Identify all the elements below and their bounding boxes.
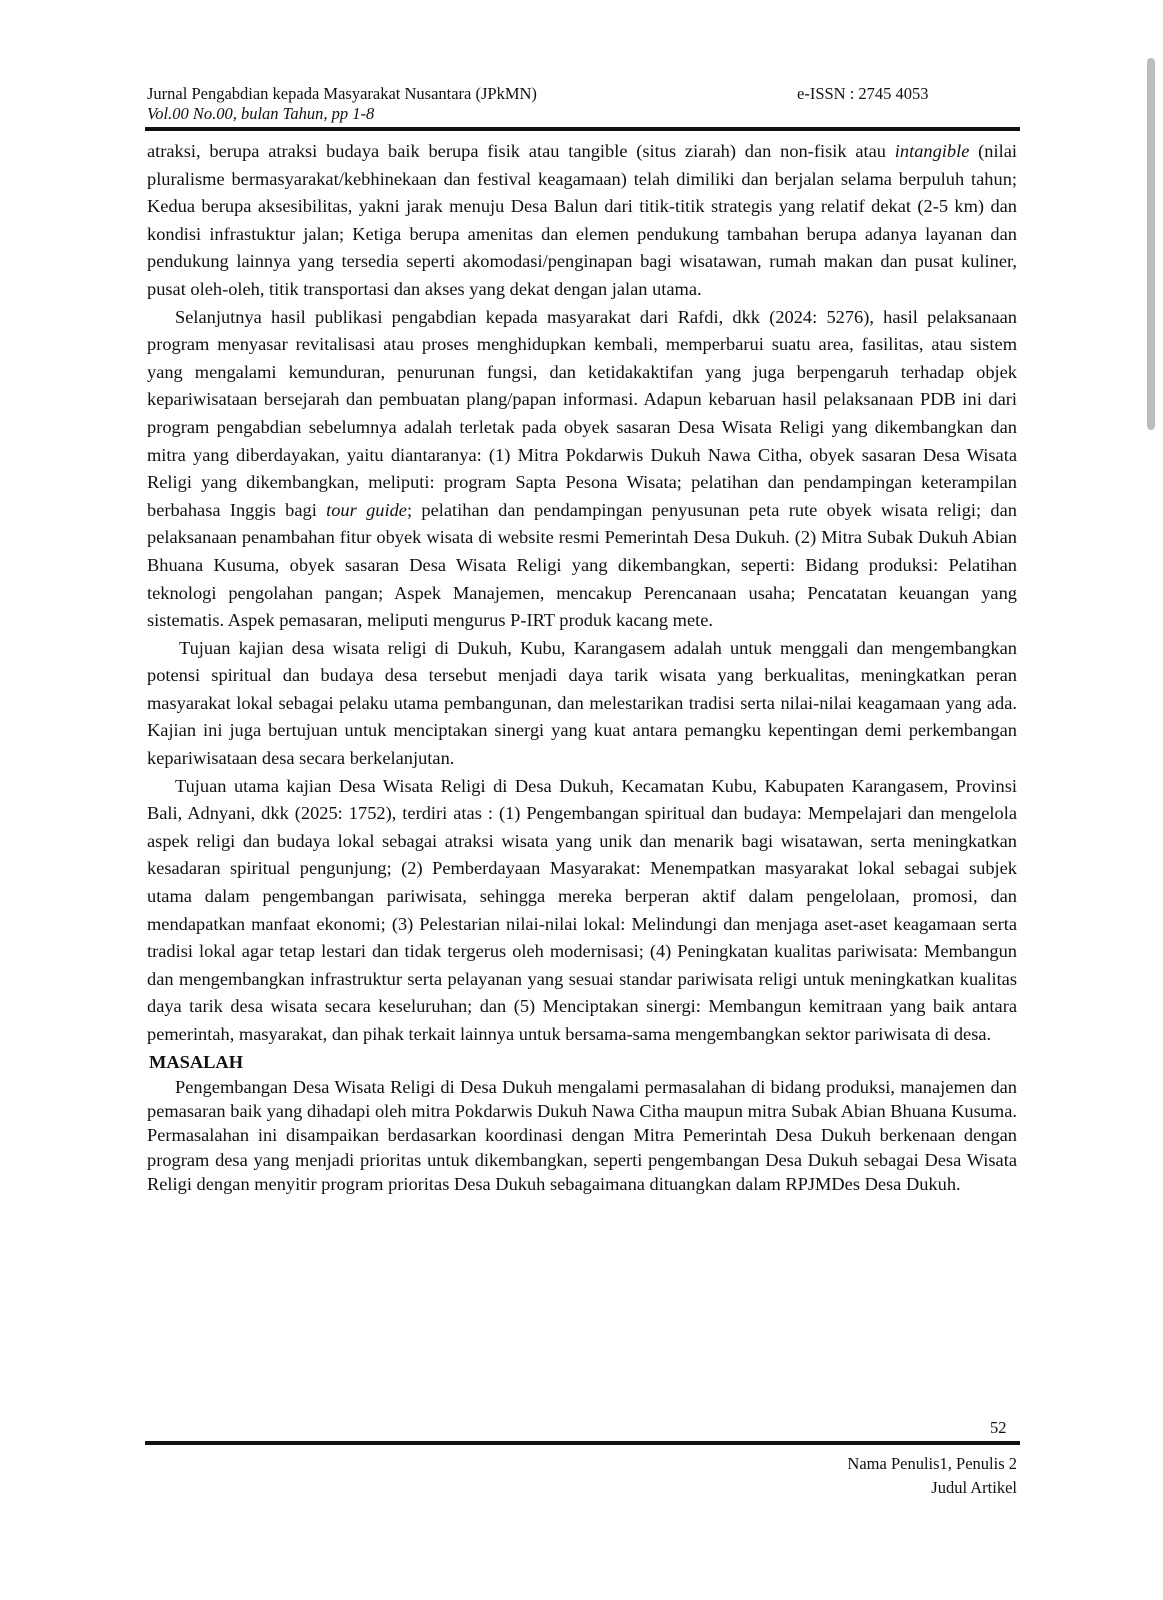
section-heading-masalah: MASALAH bbox=[149, 1051, 244, 1072]
paragraph-2-text-c: ; pelatihan dan pendampingan penyusunan peta rute obyek wisata religi; dan pelaksanaan penambahan fitur obyek wisata di website resmi Pemerintah Desa Dukuh. (2) Mitra Subak Dukuh Abian Bhuana Kusuma, obyek sasaran Desa Wisata Religi yang dikembangkan, seperti: Bidang produksi: Pelatihan teknologi pengolahan pangan; Aspek Manajemen, mencakup Perencanaan usaha; Pencatatan keuangan yang sistematis. Aspek pemasaran, meliputi mengurus P-IRT produk kacang mete. bbox=[147, 499, 1017, 631]
paragraph-1 bbox=[147, 138, 1017, 304]
journal-title: Jurnal Pengabdian kepada Masyarakat Nusantara (JPkMN) bbox=[147, 84, 537, 103]
footer-article-title: Judul Artikel bbox=[931, 1478, 1017, 1497]
paragraph-1-text-c: (nilai pluralisme bermasyarakat/kebhinekaan dan festival keagamaan) telah dimiliki dan berjalan selama berpuluh tahun; Kedua berupa aksesibilitas, yakni jarak menuju Desa Balun dari titik-titik strategis yang relatif dekat (2-5 km) dan kondisi infrastuktur jalan; Ketiga berupa amenitas dan elemen pendukung tambahan berupa adanya layanan dan pendukung lainnya yang tersedia seperti akomodasi/penginapan bagi wisatawan, rumah makan dan pusat kuliner, pusat oleh-oleh, titik transportasi dan akses yang dekat dengan jalan utama. bbox=[147, 141, 1017, 299]
paragraph-1-italic-term: intangible bbox=[894, 141, 970, 161]
paragraph-2 bbox=[147, 304, 1017, 635]
journal-issn: e-ISSN : 2745 4053 bbox=[797, 84, 929, 103]
paragraph-1-text-a: atraksi, berupa atraksi budaya baik berupa fisik atau tangible (situs ziarah) dan non-fisik atau bbox=[147, 141, 895, 161]
page-header bbox=[147, 84, 1017, 124]
paragraph-4: Tujuan utama kajian Desa Wisata Religi di Desa Dukuh, Kecamatan Kubu, Kabupaten Karangasem, Provinsi Bali, Adnyani, dkk (2025: 1752), terdiri atas : (1) Pengembangan spiritual dan budaya: Mempelajari dan mengelola aspek religi dan budaya lokal sebagai atraksi wisata yang unik dan menarik bagi wisatawan, serta meningkatkan kesadaran spiritual pengunjung; (2) Pemberdayaan Masyarakat: Menempatkan masyarakat lokal sebagai subjek utama dalam pengembangan pariwisata, sehingga mereka berperan aktif dalam pengelolaan, promosi, dan mendapatkan manfaat ekonomi; (3) Pelestarian nilai-nilai lokal: Melindungi dan menjaga aset-aset keagamaan serta tradisi lokal agar tetap lestari dan tidak tergerus oleh modernisasi; (4) Peningkatan kualitas pariwisata: Membangun dan mengembangkan infrastruktur serta pelayanan yang sesuai standar pariwisata religi untuk meningkatkan kualitas daya tarik desa wisata secara keseluruhan; dan (5) Menciptakan sinergi: Membangun kemitraan yang baik antara pemerintah, masyarakat, dan pihak terkait lainnya untuk bersama-sama mengembangkan sektor pariwisata di desa. bbox=[147, 775, 1017, 1044]
journal-volume: Vol.00 No.00, bulan Tahun, pp 1-8 bbox=[147, 104, 375, 123]
paragraph-2-italic-term: tour guide bbox=[326, 499, 407, 520]
paragraph-3: Tujuan kajian desa wisata religi di Dukuh, Kubu, Karangasem adalah untuk menggali dan mengembangkan potensi spiritual dan budaya desa tersebut menjadi daya tarik wisata yang berkualitas, meningkatkan peran masyarakat lokal sebagai pelaku utama pembangunan, dan melestarikan tradisi serta nilai-nilai keagamaan yang ada. Kajian ini juga bertujuan untuk menciptakan sinergi yang kuat antara pemangku kepentingan demi perkembangan kepariwisataan desa secara berkelanjutan. bbox=[147, 637, 1017, 769]
section-masalah-body: Pengembangan Desa Wisata Religi di Desa Dukuh mengalami permasalahan di bidang produksi, manajemen dan pemasaran baik yang dihadapi oleh mitra Pokdarwis Dukuh Nawa Citha maupun mitra Subak Abian Bhuana Kusuma. Permasalahan ini disampaikan berdasarkan koordinasi dengan Mitra Pemerintah Desa Dukuh berkenaan dengan program desa yang menjadi prioritas untuk dikembangkan, seperti pengembangan Desa Dukuh sebagai Desa Wisata Religi dengan menyitir program prioritas Desa Dukuh sebagaimana dituangkan dalam RPJMDes Desa Dukuh. bbox=[147, 1076, 1017, 1195]
scrollbar-thumb[interactable] bbox=[1147, 58, 1155, 430]
page-footer bbox=[847, 1452, 1017, 1500]
page-number: 52 bbox=[990, 1418, 1007, 1437]
header-rule bbox=[145, 127, 1020, 131]
paragraph-2-text-a: Selanjutnya hasil publikasi pengabdian kepada masyarakat dari Rafdi, dkk (2024: 5276), hasil pelaksanaan program menyasar revitalisasi atau proses menghidupkan kembali, memperbarui suatu area, fasilitas, atau sistem yang mengalami kemunduran, penurunan fungsi, dan ketidakaktifan yang juga berpengaruh terhadap objek kepariwisataan bersejarah dan pembuatan plang/papan informasi. Adapun kebaruan hasil pelaksanaan PDB ini dari program pengabdian sebelumnya adalah terletak pada obyek sasaran Desa Wisata Religi yang dikembangkan dan mitra yang diberdayakan, yaitu diantaranya: (1) Mitra Pokdarwis Dukuh Nawa Citha, obyek sasaran Desa Wisata Religi yang dikembangkan, meliputi: program Sapta Pesona Wisata; pelatihan dan pendampingan keterampilan berbahasa Inggis bagi bbox=[147, 306, 1017, 520]
header-journal-info bbox=[147, 84, 537, 124]
footer-authors: Nama Penulis1, Penulis 2 bbox=[847, 1454, 1017, 1473]
footer-rule bbox=[145, 1441, 1020, 1445]
article-body bbox=[147, 138, 1017, 1197]
